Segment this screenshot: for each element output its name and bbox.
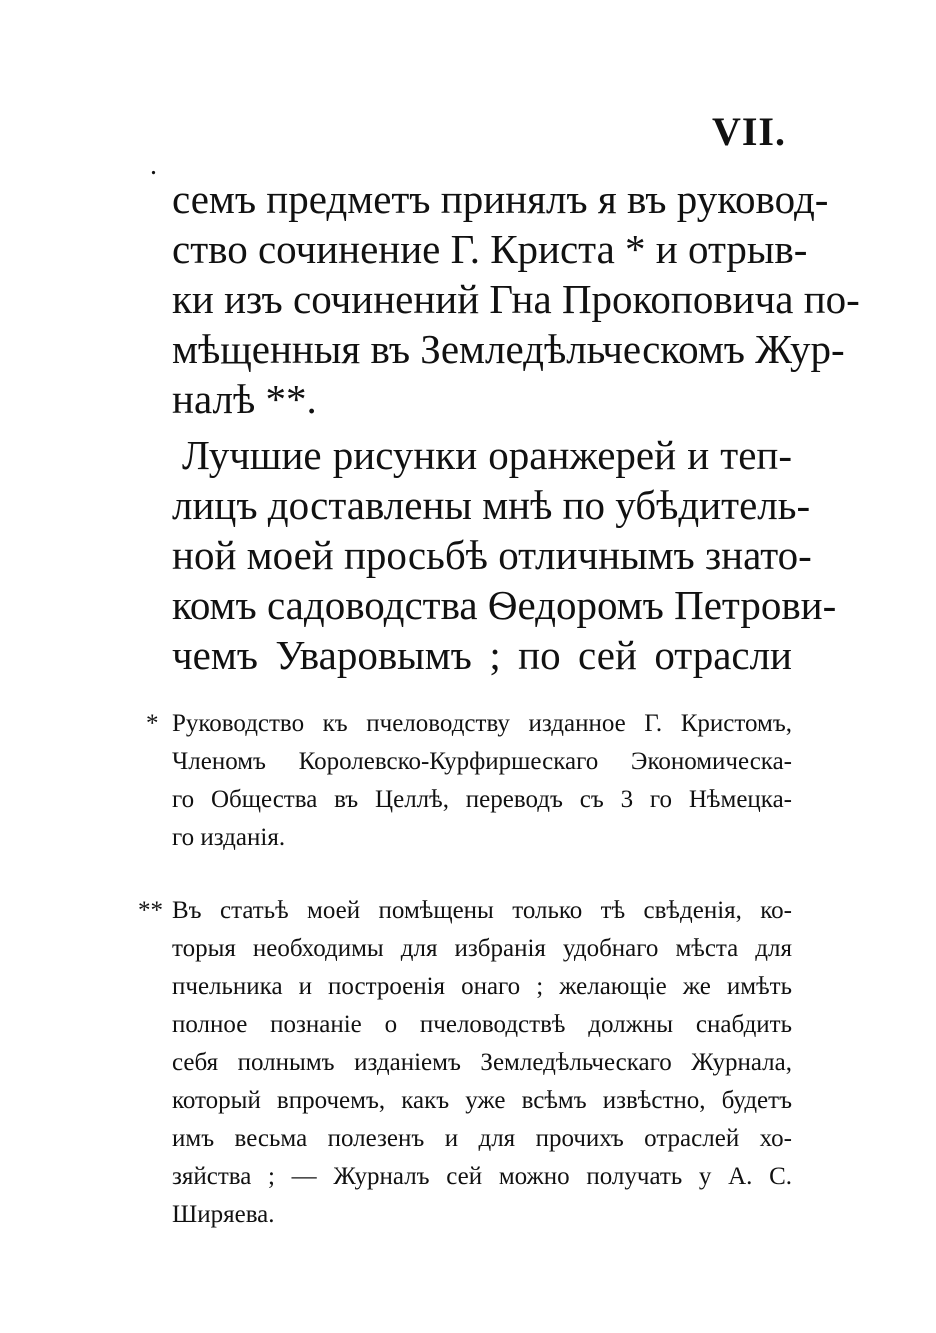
text-line: ство сочинение Г. Криста * и отрыв-: [172, 226, 808, 272]
footnote-line: который впрочемъ, какъ уже всѣмъ извѣстно, будетъ: [172, 1087, 792, 1114]
text-line: лицъ доставлены мнѣ по убѣдитель-: [172, 482, 811, 528]
footnote-line: пчельника и построенія онаго ; желающіе же имѣть: [172, 973, 792, 1000]
footnote-marker: *: [146, 710, 159, 737]
footnote-2: [138, 892, 792, 1234]
footnote-line: зяйства ; — Журналъ сей можно получать у А. С.: [172, 1163, 792, 1190]
footnote-line: го Общества въ Целлѣ, переводъ съ 3 го Нѣмецка-: [172, 786, 792, 813]
footnote-line: полное познаніе о пчеловодствѣ должны снабдить: [172, 1011, 792, 1038]
footnote-line: себя полнымъ изданіемъ Земледѣльческаго Журнала,: [172, 1049, 792, 1076]
text-line: мѣщенныя въ Земледѣльческомъ Жур-: [172, 326, 845, 372]
paragraph-continued: [172, 174, 860, 424]
text-line: семъ предметъ принялъ я въ руковод-: [172, 176, 829, 222]
footnote-1: [146, 705, 792, 857]
footnote-line: Руководство къ пчеловодству изданное Г. Кристомъ,: [172, 710, 792, 737]
footnote-line: Въ статьѣ моей помѣщены только тѣ свѣденія, ко-: [172, 897, 792, 924]
footnote-line: торыя необходимы для избранія удобнаго мѣста для: [172, 935, 792, 962]
paragraph: [172, 430, 837, 680]
stray-mark: .: [150, 150, 157, 181]
text-line: ки изъ сочинений Гна Прокоповича по-: [172, 276, 860, 322]
footnote-line: Членомъ Королевско-Курфиршескаго Экономическа-: [172, 748, 792, 775]
text-line: чемъ Уваровымъ ; по сей отрасли: [172, 632, 792, 678]
footnote-marker: **: [138, 897, 163, 924]
text-line: налѣ **.: [172, 376, 317, 422]
text-line: ной моей просьбѣ отличнымъ знато-: [172, 532, 812, 578]
text-line: Лучшие рисунки оранжерей и теп-: [182, 432, 792, 478]
footnote-line: имъ весьма полезенъ и для прочихъ отраслей хо-: [172, 1125, 792, 1152]
footnote-line: Ширяева.: [172, 1201, 275, 1228]
footnote-line: го изданія.: [172, 824, 286, 851]
text-line: комъ садоводства Ѳедоромъ Петрови-: [172, 582, 837, 628]
page-number: VII.: [711, 109, 786, 154]
